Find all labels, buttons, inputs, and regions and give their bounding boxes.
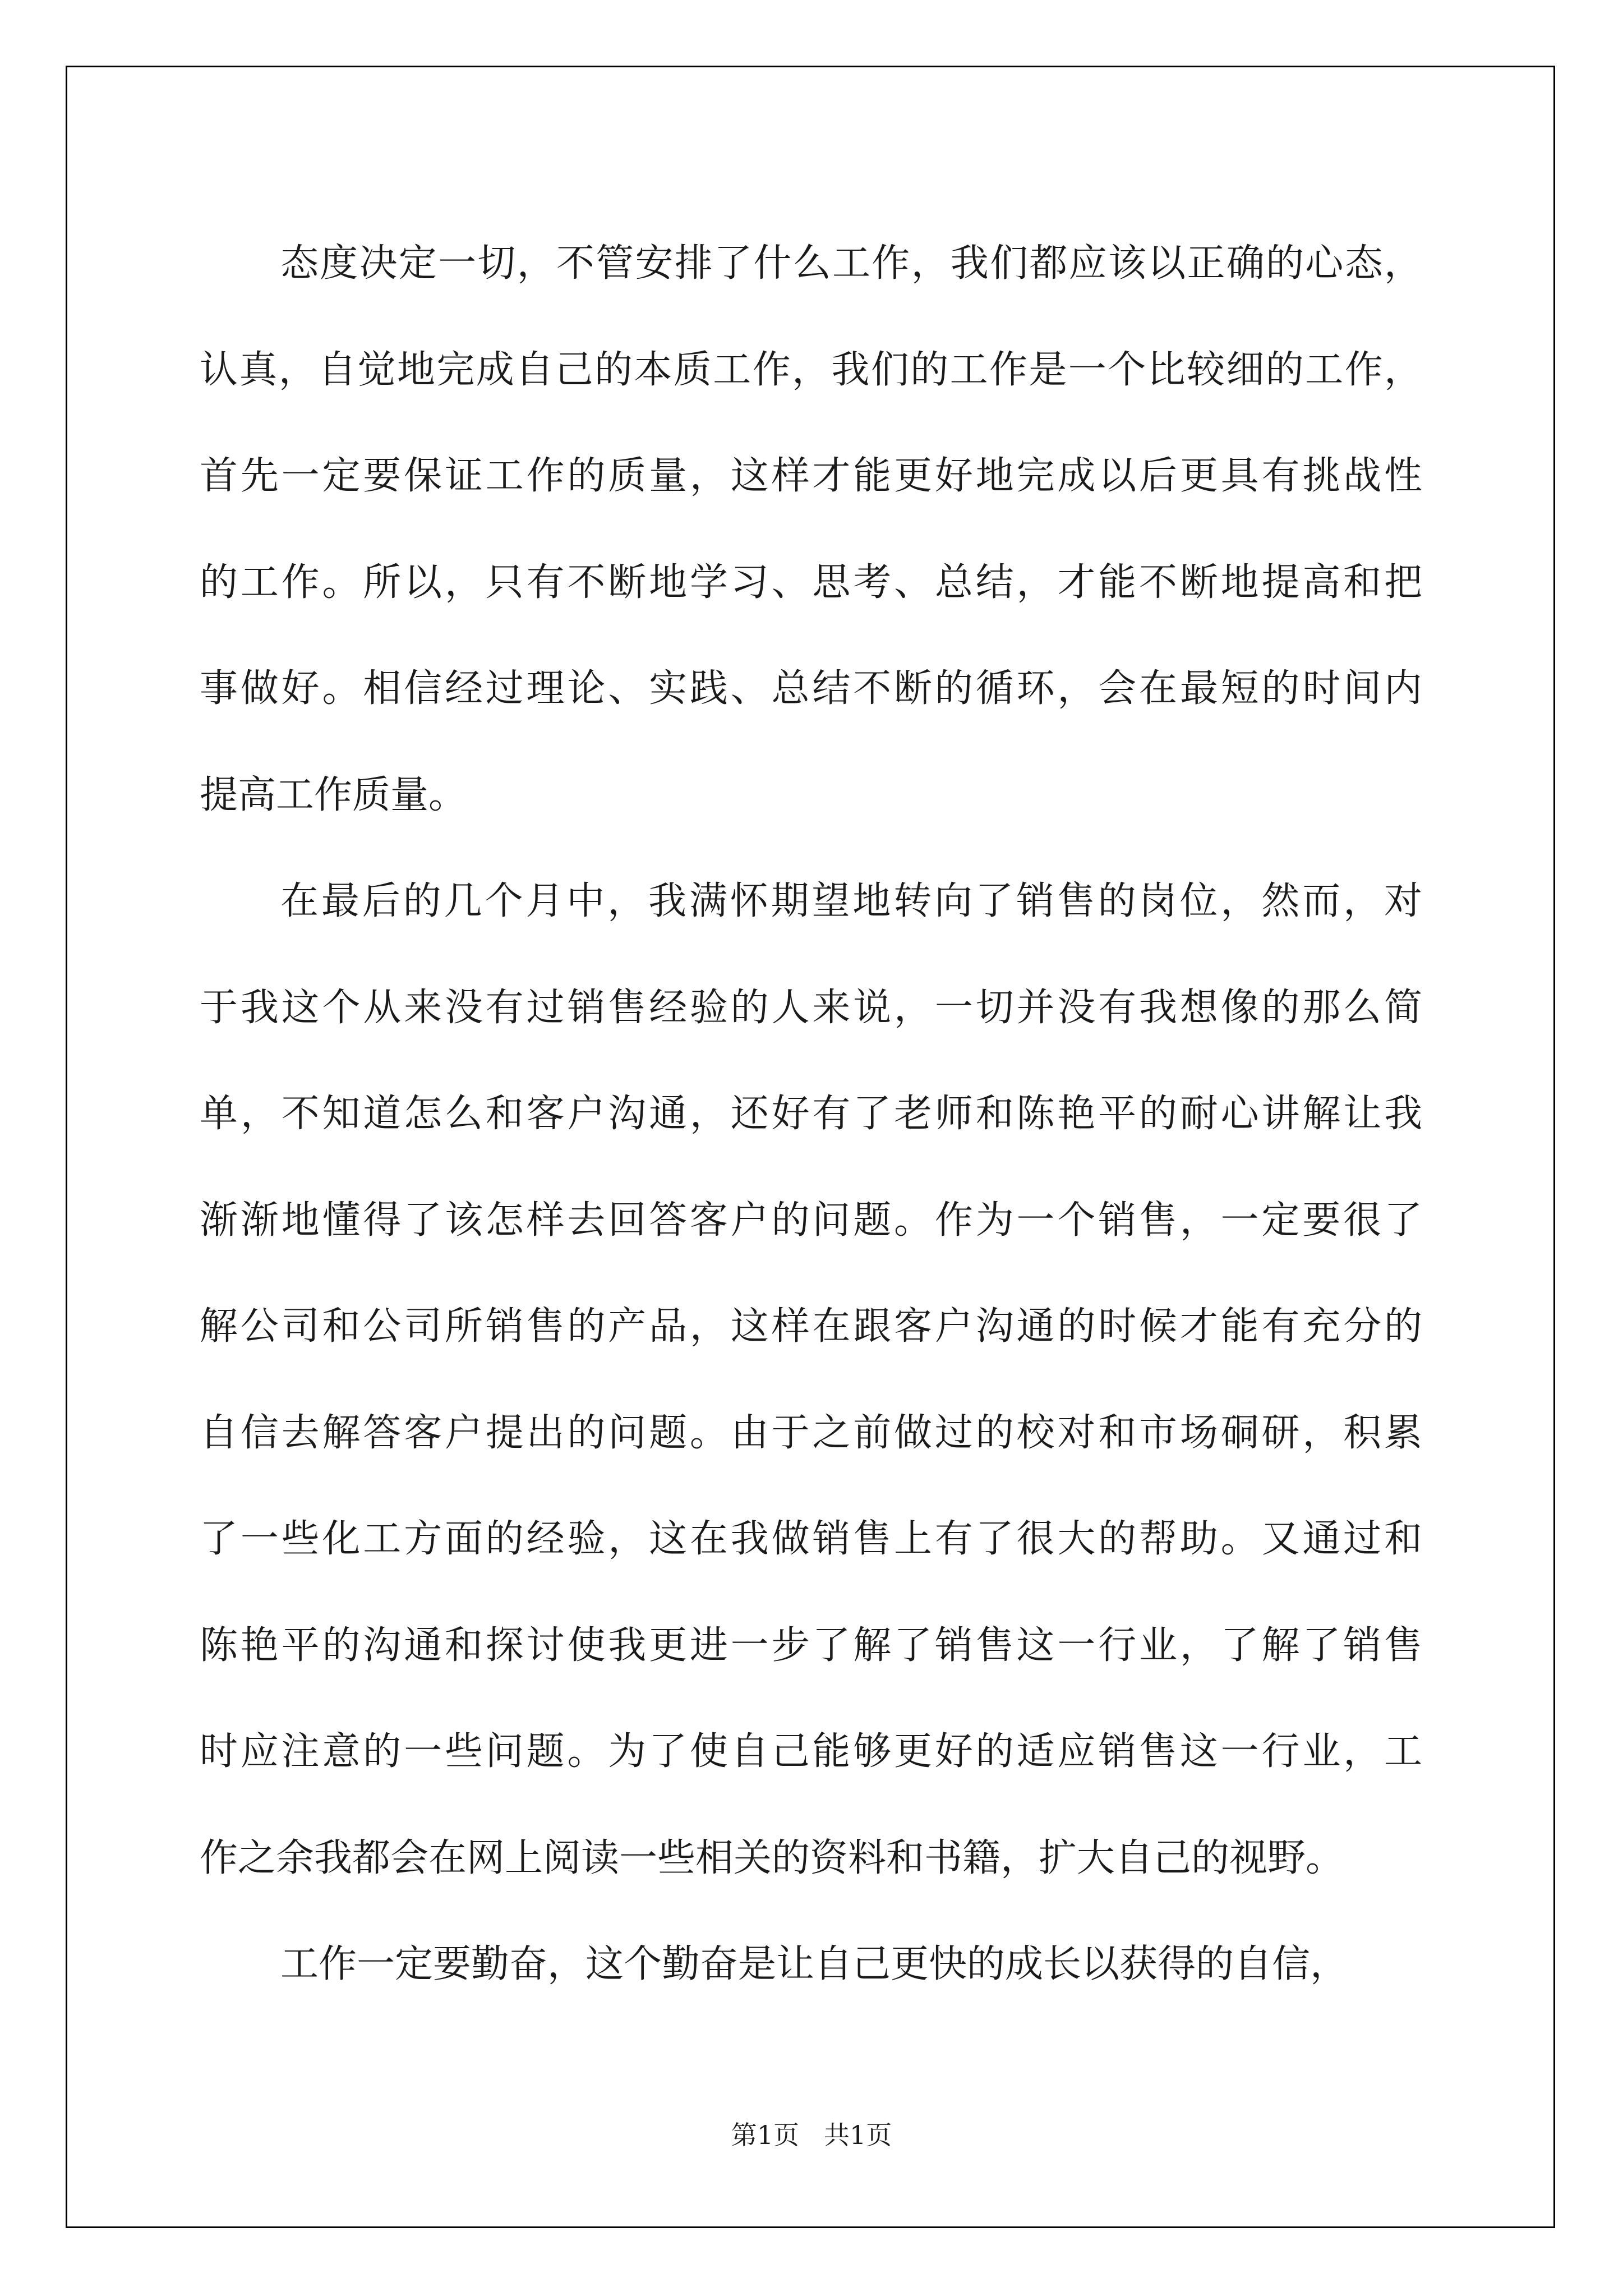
text-line: 解公司和公司所销售的产品，这样在跟客户沟通的时候才能有充分的	[200, 1304, 1422, 1349]
page-footer	[0, 2115, 1623, 2152]
text-line: 时应注意的一些问题。为了使自己能够更好的适应销售这一行业，工	[200, 1729, 1422, 1774]
text-line: 事做好。相信经过理论、实践、总结不断的循环，会在最短的时间内	[200, 666, 1422, 711]
text-line: 认真，自觉地完成自己的本质工作，我们的工作是一个比较细的工作，	[200, 347, 1422, 392]
text-line: 于我这个从来没有过销售经验的人来说，一切并没有我想像的那么简	[200, 985, 1422, 1030]
text-line: 作之余我都会在网上阅读一些相关的资料和书籍，扩大自己的视野。	[200, 1835, 1344, 1880]
page-number: 第1页	[731, 2120, 800, 2150]
text-line: 了一些化工方面的经验，这在我做销售上有了很大的帮助。又通过和	[200, 1517, 1422, 1561]
text-line: 态度决定一切，不管安排了什么工作，我们都应该以正确的心态，	[280, 241, 1422, 286]
text-line: 提高工作质量。	[200, 772, 467, 817]
text-line: 单，不知道怎么和客户沟通，还好有了老师和陈艳平的耐心讲解让我	[200, 1092, 1422, 1136]
text-line: 在最后的几个月中，我满怀期望地转向了销售的岗位，然而，对	[280, 879, 1422, 923]
text-line: 的工作。所以，只有不断地学习、思考、总结，才能不断地提高和把	[200, 560, 1422, 605]
text-line: 渐渐地懂得了该怎样去回答客户的问题。作为一个销售，一定要很了	[200, 1198, 1422, 1243]
page-total: 共1页	[823, 2120, 892, 2150]
text-line: 自信去解答客户提出的问题。由于之前做过的校对和市场硐研，积累	[200, 1410, 1422, 1455]
text-line: 首先一定要保证工作的质量，这样才能更好地完成以后更具有挑战性	[200, 454, 1422, 498]
text-line: 陈艳平的沟通和探讨使我更进一步了解了销售这一行业，了解了销售	[200, 1623, 1422, 1668]
text-line: 工作一定要勤奋，这个勤奋是让自己更快的成长以获得的自信，	[280, 1942, 1349, 1986]
document-body	[200, 210, 1422, 2018]
